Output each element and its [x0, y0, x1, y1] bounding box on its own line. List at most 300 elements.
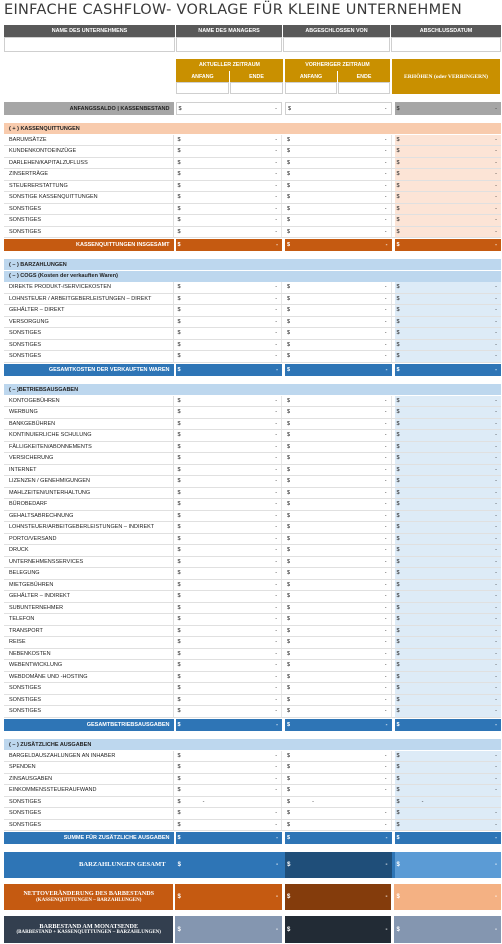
currency-symbol: $: [177, 136, 181, 143]
opex-item-previous-cell[interactable]: [285, 580, 392, 591]
cell-value: -: [495, 570, 498, 577]
currency-symbol: $: [396, 604, 400, 611]
cell-value: -: [495, 409, 498, 416]
receipt-item-current-cell[interactable]: [176, 135, 283, 146]
opex-item-label: SONSTIGES: [4, 706, 174, 717]
additional-total-current: [176, 832, 283, 844]
currency-symbol: $: [177, 685, 181, 692]
receipt-item-label: DARLEHEN/KAPITALZUFLUSS: [4, 158, 174, 169]
cell-value: -: [384, 616, 387, 623]
opex-item-current-cell[interactable]: [176, 672, 283, 683]
receipt-item-current-cell[interactable]: [176, 181, 283, 192]
opex-item-current-cell[interactable]: [176, 534, 283, 545]
current-end-field[interactable]: [230, 82, 283, 94]
cell-value: -: [275, 443, 278, 450]
currency-symbol: $: [177, 171, 181, 178]
additional-item-current-cell[interactable]: [176, 762, 283, 773]
receipt-item-previous-cell[interactable]: [285, 227, 392, 238]
cogs-item-current-cell[interactable]: [176, 351, 283, 362]
currency-symbol: $: [396, 721, 400, 728]
opex-item-previous-cell[interactable]: [285, 407, 392, 418]
additional-item-label: SONSTIGES: [4, 820, 174, 831]
previous-start-field[interactable]: [285, 82, 337, 94]
currency-symbol: $: [177, 752, 181, 759]
end-date-field[interactable]: [391, 37, 501, 52]
cell-value: -: [276, 366, 279, 373]
currency-symbol: $: [396, 547, 400, 554]
currency-symbol: $: [177, 787, 181, 794]
cogs-item-previous-cell[interactable]: [285, 294, 392, 305]
currency-symbol: $: [177, 455, 181, 462]
cogs-total-change: [395, 364, 502, 376]
cell-value: -: [275, 535, 278, 542]
additional-item-label: BARGELDAUSZAHLUNGEN AN INHABER: [4, 751, 174, 762]
cogs-item-label: GEHÄLTER – DIREKT: [4, 305, 174, 316]
currency-symbol: $: [396, 501, 400, 508]
currency-symbol: $: [287, 478, 291, 485]
opex-item-current-cell[interactable]: [176, 430, 283, 441]
net-change-row: [4, 884, 501, 910]
cell-value: -: [275, 926, 278, 933]
additional-item-previous-cell[interactable]: [285, 751, 392, 762]
opex-item-previous-cell[interactable]: [285, 534, 392, 545]
currency-symbol: $: [287, 443, 291, 450]
cogs-item-previous-cell[interactable]: [285, 340, 392, 351]
opex-item-current-cell[interactable]: [176, 488, 283, 499]
currency-symbol: $: [177, 443, 181, 450]
receipt-item-previous-cell[interactable]: [285, 146, 392, 157]
cell-value: -: [495, 105, 498, 112]
opex-item-current-cell[interactable]: [176, 637, 283, 648]
opex-item-current-cell[interactable]: [176, 499, 283, 510]
cell-value: -: [495, 862, 498, 868]
opex-item-previous-cell[interactable]: [285, 591, 392, 602]
opex-item-previous-cell[interactable]: [285, 545, 392, 556]
opex-item-previous-cell[interactable]: [285, 637, 392, 648]
cell-value: -: [275, 105, 278, 112]
opex-item-current-cell[interactable]: [176, 660, 283, 671]
currency-symbol: $: [396, 835, 400, 841]
opex-item-previous-cell[interactable]: [285, 626, 392, 637]
cell-value: -: [275, 524, 278, 531]
cogs-item-previous-cell[interactable]: [285, 328, 392, 339]
cogs-item-change-cell: [395, 282, 501, 293]
previous-end-header: ENDE: [338, 71, 390, 82]
opex-item-current-cell[interactable]: [176, 465, 283, 476]
cogs-item-label: SONSTIGES: [4, 328, 174, 339]
receipt-item-row: [4, 158, 501, 170]
cell-value: -: [495, 547, 498, 554]
receipt-item-previous-cell[interactable]: [285, 181, 392, 192]
receipt-item-previous-cell[interactable]: [285, 192, 392, 203]
opex-total: [4, 719, 501, 731]
cell-value: -: [275, 616, 278, 623]
cogs-item-row: [4, 282, 501, 294]
currency-symbol: $: [396, 318, 400, 325]
currency-symbol: $: [177, 835, 181, 841]
cell-value: -: [495, 420, 498, 427]
currency-symbol: $: [396, 673, 400, 680]
opex-item-previous-cell[interactable]: [285, 706, 392, 717]
opex-item-previous-cell[interactable]: [285, 419, 392, 430]
opex-item-previous-cell[interactable]: [285, 453, 392, 464]
currency-symbol: $: [177, 775, 181, 782]
opex-item-previous-cell[interactable]: [285, 499, 392, 510]
cell-value: -: [384, 353, 387, 360]
cell-value: -: [384, 205, 387, 212]
opex-item-current-cell[interactable]: [176, 683, 283, 694]
cell-value: -: [385, 894, 388, 900]
currency-symbol: $: [396, 926, 400, 933]
cell-value: -: [495, 217, 498, 224]
currency-symbol: $: [177, 478, 181, 485]
opex-item-row: [4, 614, 501, 626]
currency-symbol: $: [396, 524, 400, 531]
opex-item-previous-cell[interactable]: [285, 603, 392, 614]
additional-item-current-cell[interactable]: [176, 774, 283, 785]
additional-item-label: SPENDEN: [4, 762, 174, 773]
opex-item-row: [4, 626, 501, 638]
currency-symbol: $: [287, 627, 291, 634]
opex-item-previous-cell[interactable]: [285, 465, 392, 476]
opex-item-row: [4, 453, 501, 465]
closing-balance-row: [4, 916, 501, 943]
currency-symbol: $: [396, 558, 400, 565]
opex-item-change-cell: [395, 568, 501, 579]
receipt-item-previous-cell[interactable]: [285, 169, 392, 180]
currency-symbol: $: [396, 708, 400, 715]
cell-value: -: [384, 650, 387, 657]
opex-item-previous-cell[interactable]: [285, 568, 392, 579]
cell-value: -: [384, 593, 387, 600]
opex-item-current-cell[interactable]: [176, 580, 283, 591]
cogs-item-current-cell[interactable]: [176, 282, 283, 293]
currency-symbol: $: [396, 466, 400, 473]
cell-value: -: [384, 159, 387, 166]
currency-symbol: $: [396, 194, 400, 201]
cogs-item-label: DIREKTE PRODUKT-/SERVICEKOSTEN: [4, 282, 174, 293]
opex-item-change-cell: [395, 499, 501, 510]
cell-value: -: [384, 194, 387, 201]
opex-item-row: [4, 683, 501, 695]
opex-item-row: [4, 488, 501, 500]
cell-value: -: [275, 696, 278, 703]
cell-value: -: [495, 242, 498, 248]
receipt-item-current-cell[interactable]: [176, 215, 283, 226]
cell-value: -: [384, 639, 387, 646]
cell-value: -: [384, 821, 387, 828]
currency-symbol: $: [177, 194, 181, 201]
cell-value: -: [495, 455, 498, 462]
cell-value: -: [384, 604, 387, 611]
currency-symbol: $: [287, 330, 291, 337]
opex-item-previous-cell[interactable]: [285, 683, 392, 694]
currency-symbol: $: [177, 318, 181, 325]
opex-item-current-cell[interactable]: [176, 626, 283, 637]
cell-value: -: [495, 432, 498, 439]
additional-item-previous-cell[interactable]: [285, 785, 392, 796]
cell-value: -: [202, 798, 205, 805]
currency-symbol: $: [177, 307, 181, 314]
opex-item-label: LOHNSTEUER/ARBEITGEBERLEISTUNGEN – INDIREKT: [4, 522, 174, 533]
opex-item-current-cell[interactable]: [176, 557, 283, 568]
opex-item-previous-cell[interactable]: [285, 649, 392, 660]
cell-value: -: [275, 775, 278, 782]
cell-value: -: [495, 721, 498, 728]
currency-symbol: $: [177, 650, 181, 657]
closing-balance-previous: [285, 916, 392, 943]
cogs-item-current-cell[interactable]: [176, 294, 283, 305]
opex-item-current-cell[interactable]: [176, 511, 283, 522]
cogs-item-current-cell[interactable]: [176, 317, 283, 328]
opex-item-row: [4, 430, 501, 442]
additional-item-previous-cell[interactable]: [285, 762, 392, 773]
cell-value: -: [275, 547, 278, 554]
cell-value: -: [495, 639, 498, 646]
opex-item-row: [4, 557, 501, 569]
opex-item-current-cell[interactable]: [176, 591, 283, 602]
cell-value: -: [384, 627, 387, 634]
cell-value: -: [494, 894, 497, 900]
opex-item-label: SUBUNTERNEHMER: [4, 603, 174, 614]
currency-symbol: $: [396, 136, 400, 143]
opex-item-previous-cell[interactable]: [285, 476, 392, 487]
opex-item-previous-cell[interactable]: [285, 511, 392, 522]
opex-item-current-cell[interactable]: [176, 649, 283, 660]
cell-value: -: [384, 512, 387, 519]
cell-value: -: [495, 604, 498, 611]
currency-symbol: $: [177, 330, 181, 337]
currency-symbol: $: [396, 205, 400, 212]
cell-value: -: [384, 148, 387, 155]
receipt-item-current-cell[interactable]: [176, 204, 283, 215]
total-payments-current: [176, 852, 282, 878]
opex-item-previous-cell[interactable]: [285, 695, 392, 706]
cell-value: -: [275, 685, 278, 692]
payments-heading-label: ( – ) BARZAHLUNGEN: [9, 261, 67, 268]
cell-value: -: [495, 821, 498, 828]
currency-symbol: $: [177, 284, 181, 291]
opex-item-label: BELEGUNG: [4, 568, 174, 579]
opex-item-current-cell[interactable]: [176, 568, 283, 579]
cogs-item-change-cell: [395, 317, 501, 328]
company-name-field[interactable]: [4, 37, 175, 52]
opex-item-previous-cell[interactable]: [285, 396, 392, 407]
receipt-item-current-cell[interactable]: [176, 146, 283, 157]
opex-item-current-cell[interactable]: [176, 476, 283, 487]
cell-value: -: [495, 708, 498, 715]
receipt-item-row: [4, 215, 501, 227]
opex-item-change-cell: [395, 534, 501, 545]
cell-value: -: [275, 217, 278, 224]
opex-item-previous-cell[interactable]: [285, 614, 392, 625]
cogs-item-previous-cell[interactable]: [285, 317, 392, 328]
cogs-total-previous: [285, 364, 392, 376]
additional-item-change-cell: [395, 797, 501, 808]
cell-value: -: [275, 341, 278, 348]
opex-item-previous-cell[interactable]: [285, 442, 392, 453]
opex-item-current-cell[interactable]: [176, 442, 283, 453]
opex-item-previous-cell[interactable]: [285, 522, 392, 533]
cell-value: -: [275, 353, 278, 360]
opex-item-current-cell[interactable]: [176, 695, 283, 706]
cell-value: -: [384, 787, 387, 794]
opex-item-change-cell: [395, 706, 501, 717]
receipts-total: [4, 239, 501, 251]
additional-item-previous-cell[interactable]: [285, 820, 392, 831]
completed-by-header: ABGESCHLOSSEN VON: [283, 25, 390, 37]
cell-value: -: [275, 148, 278, 155]
opex-item-row: [4, 591, 501, 603]
cogs-item-current-cell[interactable]: [176, 305, 283, 316]
opex-item-change-cell: [395, 465, 501, 476]
opex-item-change-cell: [395, 614, 501, 625]
cogs-item-row: [4, 351, 501, 363]
opex-item-current-cell[interactable]: [176, 407, 283, 418]
cogs-item-previous-cell[interactable]: [285, 305, 392, 316]
receipt-item-current-cell[interactable]: [176, 169, 283, 180]
cogs-item-previous-cell[interactable]: [285, 282, 392, 293]
currency-symbol: $: [177, 228, 181, 235]
cogs-item-previous-cell[interactable]: [285, 351, 392, 362]
opex-item-previous-cell[interactable]: [285, 488, 392, 499]
opex-item-label: MIETGEBÜHREN: [4, 580, 174, 591]
cell-value: -: [495, 501, 498, 508]
receipt-item-label: STEUERERSTATTUNG: [4, 181, 174, 192]
cell-value: -: [275, 708, 278, 715]
additional-item-row: [4, 797, 501, 809]
receipt-item-previous-cell[interactable]: [285, 135, 392, 146]
opex-item-label: KONTINUIERLICHE SCHULUNG: [4, 430, 174, 441]
receipt-item-previous-cell[interactable]: [285, 204, 392, 215]
currency-symbol: $: [287, 685, 291, 692]
opex-total-previous: [285, 719, 392, 731]
currency-symbol: $: [287, 775, 291, 782]
opex-item-previous-cell[interactable]: [285, 660, 392, 671]
currency-symbol: $: [396, 627, 400, 634]
cell-value: -: [384, 581, 387, 588]
cell-value: -: [384, 775, 387, 782]
currency-symbol: $: [396, 752, 400, 759]
cell-value: -: [276, 721, 279, 728]
opex-item-current-cell[interactable]: [176, 603, 283, 614]
currency-symbol: $: [177, 409, 181, 416]
receipts-heading-label: ( + ) KASSENQUITTUNGEN: [9, 125, 80, 132]
cogs-item-change-cell: [395, 351, 501, 362]
opening-current-cell[interactable]: [176, 102, 283, 115]
opening-previous-cell[interactable]: [285, 102, 392, 115]
opex-item-row: [4, 660, 501, 672]
cogs-total-current: [176, 364, 283, 376]
cell-value: -: [495, 295, 498, 302]
previous-start-header: ANFANG: [285, 71, 337, 82]
opex-item-previous-cell[interactable]: [285, 430, 392, 441]
currency-symbol: $: [287, 570, 291, 577]
cell-value: -: [384, 696, 387, 703]
previous-period-header: VORHERIGER ZEITRAUM: [285, 59, 390, 71]
receipt-item-row: [4, 169, 501, 181]
currency-symbol: $: [287, 182, 291, 189]
additional-item-current-cell[interactable]: [176, 785, 283, 796]
additional-item-current-cell[interactable]: [176, 808, 283, 819]
currency-symbol: $: [287, 136, 291, 143]
additional-item-current-cell[interactable]: [176, 820, 283, 831]
additional-item-previous-cell[interactable]: [285, 774, 392, 785]
currency-symbol: $: [287, 708, 291, 715]
opex-item-current-cell[interactable]: [176, 706, 283, 717]
cell-value: -: [275, 604, 278, 611]
opex-item-row: [4, 534, 501, 546]
opex-item-previous-cell[interactable]: [285, 672, 392, 683]
opex-item-label: INTERNET: [4, 465, 174, 476]
receipt-item-previous-cell[interactable]: [285, 215, 392, 226]
additional-item-current-cell[interactable]: [176, 797, 283, 808]
additional-total-label: SUMME FÜR ZUSÄTZLICHE AUSGABEN: [4, 832, 174, 844]
cell-value: -: [385, 721, 388, 728]
manager-name-field[interactable]: [176, 37, 282, 52]
cogs-item-current-cell[interactable]: [176, 340, 283, 351]
cell-value: -: [384, 217, 387, 224]
currency-symbol: $: [287, 810, 291, 817]
additional-item-change-cell: [395, 785, 501, 796]
receipt-item-previous-cell[interactable]: [285, 158, 392, 169]
opex-item-current-cell[interactable]: [176, 419, 283, 430]
additional-item-previous-cell[interactable]: [285, 808, 392, 819]
opex-item-change-cell: [395, 407, 501, 418]
currency-symbol: $: [396, 581, 400, 588]
cell-value: -: [495, 535, 498, 542]
currency-symbol: $: [396, 455, 400, 462]
cell-value: -: [275, 489, 278, 496]
opex-item-row: [4, 511, 501, 523]
currency-symbol: $: [177, 810, 181, 817]
cell-value: -: [275, 478, 278, 485]
opex-item-current-cell[interactable]: [176, 614, 283, 625]
previous-end-field[interactable]: [338, 82, 390, 94]
opex-item-previous-cell[interactable]: [285, 557, 392, 568]
opex-item-row: [4, 545, 501, 557]
net-change-subtitle: (KASSENQUITTUNGEN – BARZAHLUNGEN): [36, 897, 142, 903]
completed-by-field[interactable]: [283, 37, 390, 52]
current-start-field[interactable]: [176, 82, 229, 94]
cell-value: -: [384, 466, 387, 473]
currency-symbol: $: [287, 650, 291, 657]
additional-item-current-cell[interactable]: [176, 751, 283, 762]
cell-value: -: [495, 205, 498, 212]
opex-item-current-cell[interactable]: [176, 453, 283, 464]
cell-value: -: [495, 581, 498, 588]
opex-item-current-cell[interactable]: [176, 522, 283, 533]
additional-item-previous-cell[interactable]: [285, 797, 392, 808]
receipt-item-current-cell[interactable]: [176, 158, 283, 169]
currency-symbol: $: [287, 721, 291, 728]
receipt-item-current-cell[interactable]: [176, 227, 283, 238]
cell-value: -: [385, 862, 388, 868]
opex-item-label: TRANSPORT: [4, 626, 174, 637]
currency-symbol: $: [177, 821, 181, 828]
currency-symbol: $: [287, 284, 291, 291]
cell-value: -: [421, 798, 424, 805]
receipt-item-current-cell[interactable]: [176, 192, 283, 203]
opex-item-current-cell[interactable]: [176, 545, 283, 556]
currency-symbol: $: [396, 307, 400, 314]
cell-value: -: [494, 926, 497, 933]
opex-item-current-cell[interactable]: [176, 396, 283, 407]
closing-balance-change: [394, 916, 501, 943]
cell-value: -: [495, 194, 498, 201]
cogs-item-current-cell[interactable]: [176, 328, 283, 339]
currency-symbol: $: [396, 171, 400, 178]
